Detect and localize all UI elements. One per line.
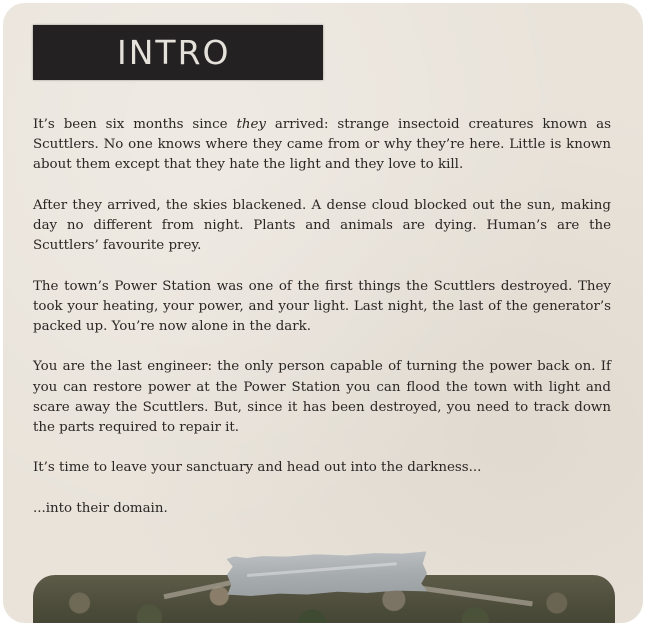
intro-body <box>33 115 611 539</box>
section-title-banner <box>33 25 323 80</box>
paragraph-6: ...into their domain. <box>33 500 168 516</box>
section-title: INTRO <box>117 33 231 72</box>
paragraph-3: The town’s Power Station was one of the first things the Scuttlers destroyed. They took your heating, your power, and your light. Last night, the last of the generator’s packed up. You’re now alone in the dark. <box>33 278 611 334</box>
paragraph-1: It’s been six months since they arrived: strange insectoid creatures known as Scuttlers. No one knows where they came from or why they’re here. Little is known about them except that they hate the light and they love to kill. <box>33 117 611 173</box>
rulebook-page <box>3 3 643 623</box>
paragraph-5: It’s time to leave your sanctuary and head out into the darkness... <box>33 460 482 476</box>
paragraph-2: After they arrived, the skies blackened. A dense cloud blocked out the sun, making day no different from night. Plants and animals are dying. Human’s are the Scuttlers’ favourite prey. <box>33 197 611 254</box>
photo-road <box>413 585 533 607</box>
duct-tape <box>227 551 428 596</box>
emphasis-they: they <box>236 117 266 132</box>
paragraph-4: You are the last engineer: the only person capable of turning the power back on. If you can restore power at the Power Station you can flood the town with light and scare away the Scuttlers. But, since it has been destroyed, you need to track down the parts required to repair it. <box>33 359 611 435</box>
